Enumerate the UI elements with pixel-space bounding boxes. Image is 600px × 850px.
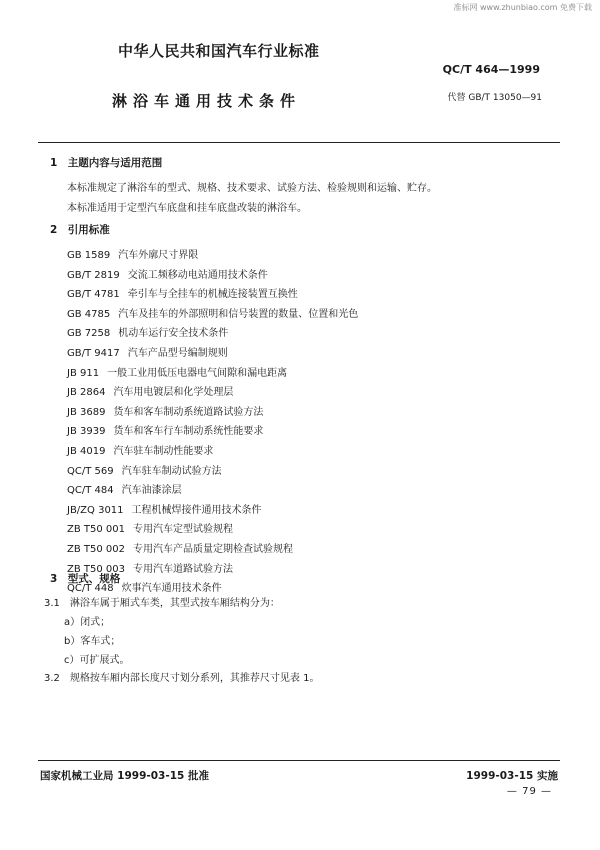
reference-title: 汽车驻车制动试验方法 bbox=[121, 465, 222, 477]
option-a: a）闭式； bbox=[64, 617, 111, 628]
reference-item bbox=[67, 344, 358, 364]
approval-note: 国家机械工业局 1999-03-15 批准 bbox=[40, 770, 209, 782]
standard-code: QC/T 464—1999 bbox=[442, 63, 540, 76]
reference-title: 机动车运行安全技术条件 bbox=[118, 328, 229, 340]
reference-item bbox=[67, 422, 358, 442]
reference-code: JB 4019 bbox=[67, 445, 106, 457]
clause-3-1: 3.1 淋浴车属于厢式车类，其型式按车厢结构分为： bbox=[44, 598, 280, 609]
reference-title: 汽车用电镀层和化学处理层 bbox=[113, 387, 234, 399]
clause-3-2: 3.2 规格按车厢内部长度尺寸划分系列，其推荐尺寸见表 1。 bbox=[44, 673, 320, 684]
section-3-heading: 3 型式、规格 bbox=[50, 573, 121, 585]
reference-code: QC/T 448 bbox=[67, 583, 114, 595]
reference-code: GB/T 9417 bbox=[67, 347, 120, 359]
reference-list bbox=[67, 246, 358, 599]
reference-code: JB/ZQ 3011 bbox=[67, 504, 124, 516]
option-c: c）可扩展式。 bbox=[64, 655, 130, 666]
replaces-standard: 代替 GB/T 13050—91 bbox=[447, 93, 542, 103]
reference-code: QC/T 484 bbox=[67, 485, 114, 497]
reference-code: JB 2864 bbox=[67, 387, 106, 399]
reference-title: 货车和客车行车制动系统性能要求 bbox=[113, 426, 264, 438]
watermark-text: 准标网 www.zhunbiao.com 免费下载 bbox=[453, 3, 592, 12]
reference-item bbox=[67, 462, 358, 482]
reference-title: 汽车产品型号编制规则 bbox=[127, 347, 228, 359]
reference-item bbox=[67, 383, 358, 403]
reference-item bbox=[67, 540, 358, 560]
reference-title: 汽车驻车制动性能要求 bbox=[113, 445, 214, 457]
reference-item bbox=[67, 403, 358, 423]
standard-category-title: 中华人民共和国汽车行业标准 bbox=[118, 42, 320, 60]
reference-code: ZB T50 001 bbox=[67, 524, 125, 536]
reference-code: JB 3689 bbox=[67, 406, 106, 418]
reference-item bbox=[67, 520, 358, 540]
section-1-paragraph-1: 本标准规定了淋浴车的型式、规格、技术要求、试验方法、检验规则和运输、贮存。 bbox=[67, 183, 437, 194]
reference-code: GB 7258 bbox=[67, 328, 111, 340]
reference-code: GB 1589 bbox=[67, 250, 111, 261]
option-b: b）客车式； bbox=[64, 636, 121, 647]
reference-title: 汽车及挂车的外部照明和信号装置的数量、位置和光色 bbox=[118, 308, 359, 320]
reference-code: GB/T 4781 bbox=[67, 289, 120, 301]
reference-code: ZB T50 003 bbox=[67, 563, 125, 575]
reference-title: 交流工频移动电站通用技术条件 bbox=[127, 269, 268, 281]
reference-title: 一般工业用低压电器电气间隙和漏电距离 bbox=[107, 367, 288, 379]
reference-item bbox=[67, 364, 358, 384]
reference-item bbox=[67, 285, 358, 305]
reference-code: JB 911 bbox=[67, 367, 100, 379]
page-number: — 79 — bbox=[506, 786, 552, 797]
reference-code: JB 3939 bbox=[67, 426, 106, 438]
reference-title: 专用汽车定型试验规程 bbox=[133, 524, 233, 536]
header-divider bbox=[38, 142, 560, 143]
section-2-heading: 2 引用标准 bbox=[50, 224, 110, 236]
reference-title: 汽车油漆涂层 bbox=[121, 485, 182, 497]
section-1-heading: 1 主题内容与适用范围 bbox=[50, 157, 163, 169]
document-title: 淋浴车通用技术条件 bbox=[112, 92, 302, 110]
reference-item bbox=[67, 481, 358, 501]
reference-code: QC/T 569 bbox=[67, 465, 114, 477]
reference-item bbox=[67, 442, 358, 462]
reference-title: 牵引车与全挂车的机械连接装置互换性 bbox=[127, 289, 298, 301]
reference-title: 专用汽车产品质量定期检查试验规程 bbox=[133, 543, 293, 555]
reference-item bbox=[67, 305, 358, 325]
footer-divider bbox=[38, 760, 560, 761]
reference-title: 汽车外廓尺寸界限 bbox=[118, 250, 199, 261]
reference-title: 工程机械焊接件通用技术条件 bbox=[131, 504, 262, 516]
reference-item bbox=[67, 501, 358, 521]
reference-title: 货车和客车制动系统道路试验方法 bbox=[113, 406, 264, 418]
reference-code: GB/T 2819 bbox=[67, 269, 120, 281]
reference-item bbox=[67, 324, 358, 344]
reference-item bbox=[67, 266, 358, 286]
reference-title: 炊事汽车通用技术条件 bbox=[121, 583, 222, 595]
reference-code: GB 4785 bbox=[67, 308, 111, 320]
implementation-date: 1999-03-15 实施 bbox=[466, 770, 558, 782]
reference-title: 专用汽车道路试验方法 bbox=[133, 563, 233, 575]
reference-item bbox=[67, 246, 358, 266]
reference-code: ZB T50 002 bbox=[67, 543, 125, 555]
section-1-paragraph-2: 本标准适用于定型汽车底盘和挂车底盘改装的淋浴车。 bbox=[67, 203, 307, 214]
